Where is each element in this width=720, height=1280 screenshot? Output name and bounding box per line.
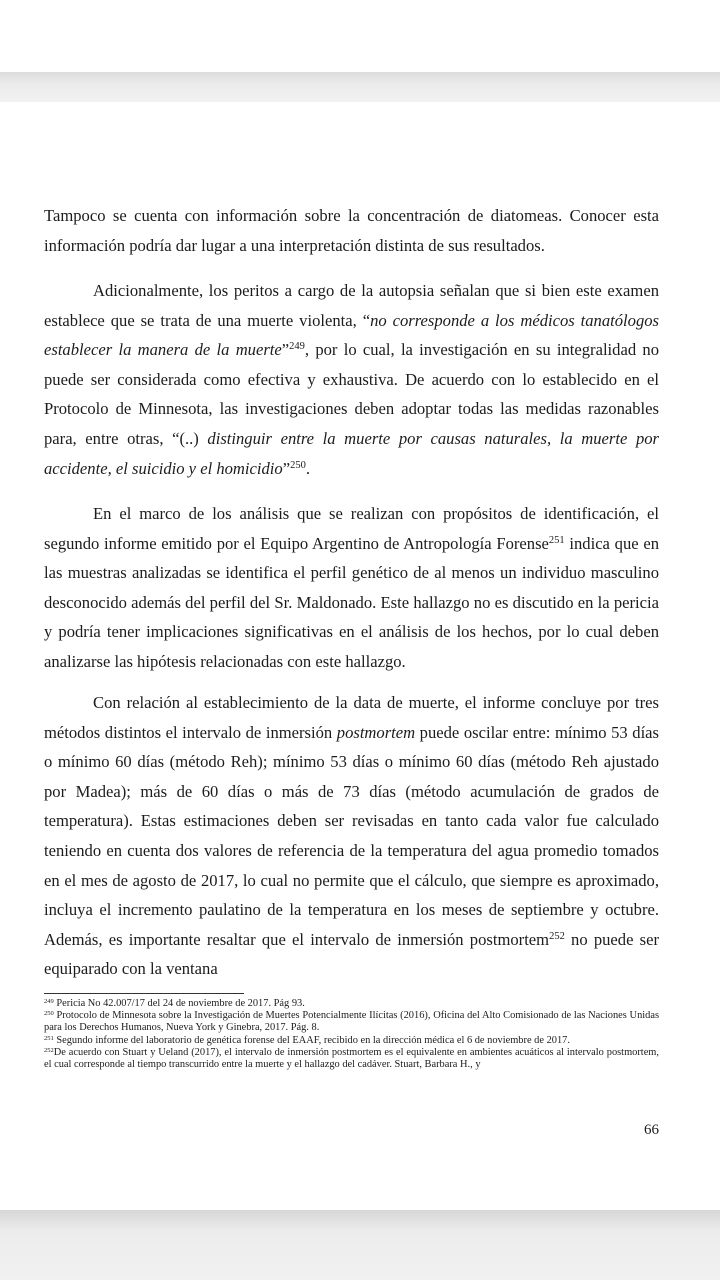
paragraph-3 — [44, 499, 659, 677]
paragraph-4-text-c: puede oscilar entre: mínimo 53 días o mínimo 60 días (método Reh); mínimo 53 días o mínimo 60 días (método Reh ajustado por Madea); más de 60 días o más de 73 días (método acumulación de grados de temperatura). Estas estimaciones deben ser revisadas en tanto cada valor fue calculado teniendo en cuenta dos valores de referencia de la temperatura del agua promedio tomados en el mes de agosto de 2017, lo cual no permite que el cálculo, que siempre es aproximado, incluya el incremento paulatino de la temperatura en los meses de septiembre y octubre. Además, es importante resaltar que el intervalo de inmersión postmortem — [44, 722, 659, 949]
footnote-separator — [44, 993, 244, 994]
footnote-number: 249 — [44, 998, 54, 1005]
paragraph-4-postmortem: postmortem — [336, 722, 416, 742]
paragraph-2 — [44, 276, 659, 483]
paragraph-1 — [44, 201, 659, 260]
footnote-250 — [44, 1010, 659, 1034]
footnote-ref-252: 252 — [549, 930, 565, 942]
page-gap-bottom — [0, 1210, 720, 1280]
previous-page-edge — [0, 0, 720, 72]
footnote-ref-249: 249 — [289, 341, 305, 353]
paragraph-2-end: . — [305, 458, 310, 478]
footnote-252 — [44, 1047, 659, 1071]
paragraph-1-text: Tampoco se cuenta con información sobre la concentración de diatomeas. Conocer esta información podría dar lugar a una interpretación distinta de sus resultados. — [44, 206, 659, 255]
footnote-249 — [44, 998, 659, 1010]
footnotes — [44, 998, 659, 1071]
paragraph-4-text-d: no puede ser equiparado con la ventana — [44, 929, 659, 979]
page-gap-top — [0, 72, 720, 102]
footnote-text: Protocolo de Minnesota sobre la Investigación de Muertes Potencialmente Ilícitas (2016), Oficina del Alto Comisionado de las Naciones Unidas para los Derechos Humanos, Nueva York y Ginebra, 2017. Pág. 8. — [44, 1010, 659, 1034]
footnote-text: Pericia No 42.007/17 del 24 de noviembre de 2017. Pág 93. — [53, 998, 305, 1009]
footnote-text: Segundo informe del laboratorio de genética forense del EAAF, recibido en la dirección médica el 6 de noviembre de 2017. — [53, 1034, 570, 1046]
page-number: 66 — [644, 1122, 659, 1138]
paragraph-4-text-a: Con relación al establecimiento de la data de muerte, el informe concluye por tres métodos distintos el intervalo de inmersión — [44, 693, 659, 742]
document-page — [0, 102, 720, 1210]
footnote-text: De acuerdo con Stuart y Ueland (2017), el intervalo de inmersión postmortem es el equivalente en ambientes acuáticos al intervalo postmortem, el cual corresponde al tiempo transcurrido entre la muerte y el hallazgo del cadáver. Stuart, Barbara H., y — [44, 1046, 659, 1071]
footnote-ref-251: 251 — [548, 534, 565, 546]
paragraph-2-close-quote-1: ” — [281, 340, 290, 360]
paragraph-2-close-quote-2: ” — [282, 458, 291, 478]
paragraph-3-text-b: indica que en las muestras analizadas se identifica el perfil genético de al menos un individuo masculino desconocido además del perfil del Sr. Maldonado. Este hallazgo no es discutido en la pericia y podría tener implicaciones significativas en el análisis de los hechos, por lo cual deben analizarse las hipótesis relacionadas con este hallazgo. — [44, 533, 659, 671]
paragraph-3-text-a: En el marco de los análisis que se realizan con propósitos de identificación, el segundo informe emitido por el Equipo Argentino de Antropología Forense — [44, 504, 659, 553]
paragraph-2-text-d: , por lo cual, la investigación en su integralidad no puede ser considerada como efectiva y exhaustiva. De acuerdo con lo establecido en el Protocolo de Minnesota, las investigaciones deben adoptar todas las medidas razonables para, entre otras, “(..) — [44, 340, 659, 448]
paragraph-2-quote-2: distinguir entre la muerte por causas naturales, la muerte por accidente, el suicidio y el homicidio — [44, 428, 659, 478]
footnote-number: 252 — [44, 1046, 54, 1054]
paragraph-4 — [44, 688, 659, 984]
footnote-ref-250: 250 — [290, 459, 306, 471]
footnote-number: 251 — [44, 1034, 54, 1042]
footnote-251 — [44, 1035, 659, 1047]
paragraph-2-quote-1: no corresponde a los médicos tanatólogos establecer la manera de la muerte — [44, 310, 660, 360]
footnote-number: 250 — [44, 1010, 54, 1018]
paragraph-2-text-a: Adicionalmente, los peritos a cargo de la autopsia señalan que si bien este examen establece que se trata de una muerte violenta, “ — [44, 281, 659, 330]
